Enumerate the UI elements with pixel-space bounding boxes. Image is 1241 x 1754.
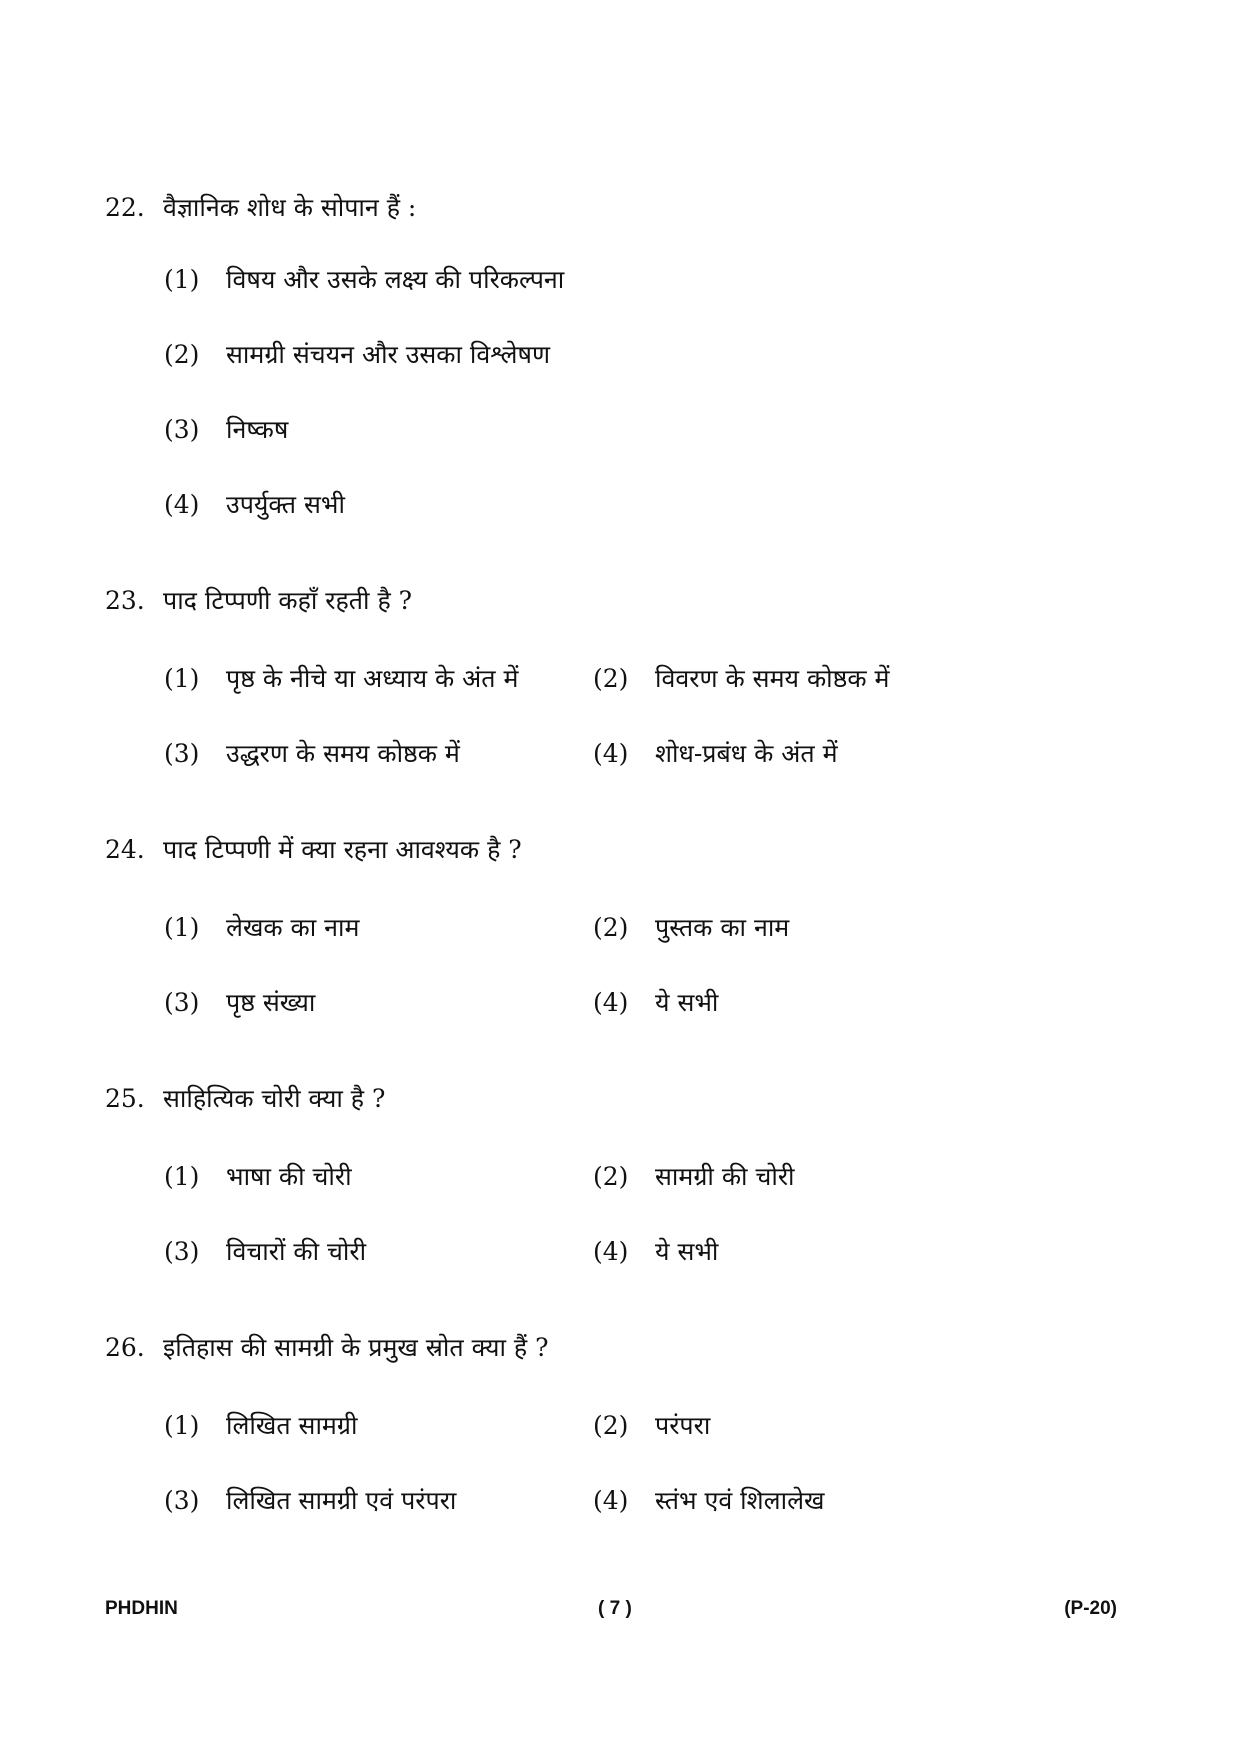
option-number: (2) [593,1162,629,1191]
option-number: (1) [164,1411,200,1440]
option-text: ये सभी [655,1237,719,1266]
q25-option-2 [593,1159,795,1193]
q22-option-2 [164,337,550,371]
q22-option-4 [164,487,345,521]
question-number: 24. [105,835,145,864]
option-number: (4) [593,739,629,768]
option-number: (2) [164,340,200,369]
option-number: (1) [164,664,200,693]
q26-option-4 [593,1483,824,1517]
q25-option-1 [164,1159,352,1193]
option-text: सामग्री की चोरी [655,1162,795,1191]
option-number: (3) [164,988,200,1017]
option-number: (1) [164,913,200,942]
option-text: लेखक का नाम [226,913,360,942]
q26-option-1 [164,1408,357,1442]
q24-option-4 [593,985,718,1019]
option-text: उद्धरण के समय कोष्ठक में [226,739,460,768]
option-text: भाषा की चोरी [226,1162,352,1191]
option-text: स्तंभ एवं शिलालेख [655,1486,825,1515]
q23-option-3 [164,736,460,770]
question-number: 22. [105,193,145,222]
footer-code: PHDHIN [105,1598,178,1619]
option-text: उपर्युक्त सभी [226,490,345,519]
question-22 [105,190,416,224]
q25-option-3 [164,1234,366,1268]
question-text: इतिहास की सामग्री के प्रमुख स्रोत क्या हैं ? [163,1333,549,1362]
option-text: विचारों की चोरी [226,1237,367,1266]
question-26 [105,1330,549,1364]
option-number: (3) [164,739,200,768]
option-text: लिखित सामग्री [226,1411,358,1440]
option-text: पुस्तक का नाम [655,913,790,942]
option-text: सामग्री संचयन और उसका विश्लेषण [226,340,551,369]
option-number: (1) [164,1162,200,1191]
option-number: (4) [593,1486,629,1515]
option-number: (2) [593,1411,629,1440]
option-number: (3) [164,1486,200,1515]
option-text: लिखित सामग्री एवं परंपरा [226,1486,457,1515]
page-number: ( 7 ) [598,1598,632,1619]
option-number: (3) [164,1237,200,1266]
q23-option-1 [164,661,518,695]
q26-option-3 [164,1483,456,1517]
option-text: पृष्ठ संख्या [226,988,316,1017]
q24-option-3 [164,985,315,1019]
option-text: विवरण के समय कोष्ठक में [655,664,890,693]
option-number: (2) [593,664,629,693]
option-text: निष्कष [226,415,289,444]
question-number: 25. [105,1084,145,1113]
option-text: शोध-प्रबंध के अंत में [655,739,838,768]
paper-code: (P-20) [1064,1598,1117,1619]
question-23 [105,583,412,617]
q23-option-2 [593,661,889,695]
question-25 [105,1081,385,1115]
question-text: साहित्यिक चोरी क्या है ? [163,1084,386,1113]
q23-option-4 [593,736,838,770]
q26-option-2 [593,1408,710,1442]
option-number: (1) [164,265,200,294]
question-number: 23. [105,586,145,615]
option-text: ये सभी [655,988,719,1017]
q24-option-1 [164,910,359,944]
q22-option-3 [164,412,288,446]
option-number: (4) [593,988,629,1017]
question-text: पाद टिप्पणी कहाँ रहती है ? [163,586,413,615]
question-24 [105,832,522,866]
option-number: (3) [164,415,200,444]
question-number: 26. [105,1333,145,1362]
question-text: वैज्ञानिक शोध के सोपान हैं : [163,193,417,222]
q25-option-4 [593,1234,718,1268]
option-text: परंपरा [655,1411,711,1440]
q22-option-1 [164,262,564,296]
option-text: विषय और उसके लक्ष्य की परिकल्पना [226,265,565,294]
q24-option-2 [593,910,789,944]
option-number: (2) [593,913,629,942]
question-text: पाद टिप्पणी में क्या रहना आवश्यक है ? [163,835,522,864]
option-text: पृष्ठ के नीचे या अध्याय के अंत में [226,664,519,693]
option-number: (4) [593,1237,629,1266]
option-number: (4) [164,490,200,519]
